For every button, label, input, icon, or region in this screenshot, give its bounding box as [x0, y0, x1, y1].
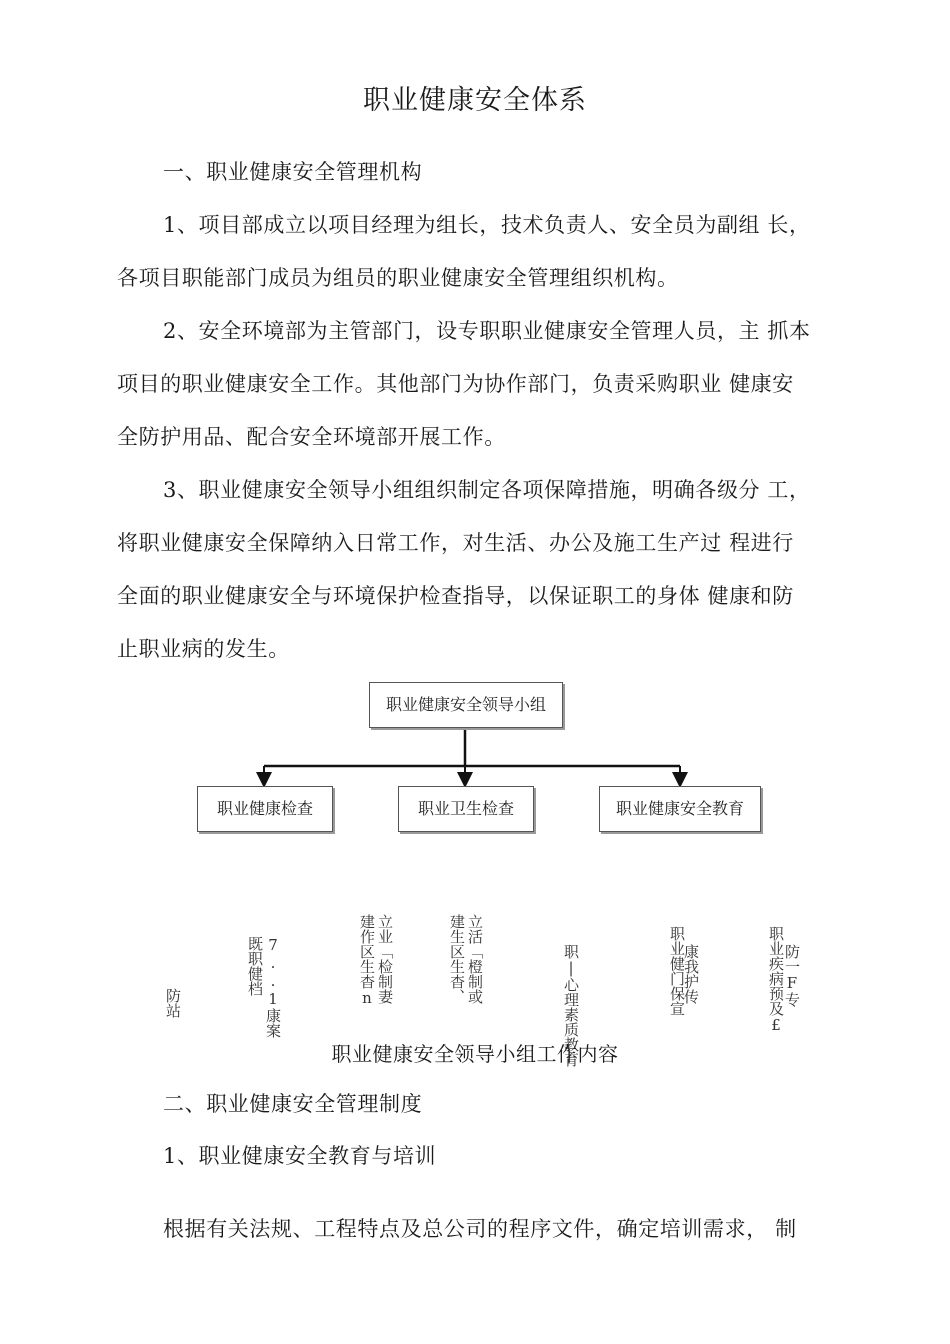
paragraph-2-line-2: 项目的职业健康安全工作。其他部门为协作部门，负责采购职业 健康安 — [117, 372, 794, 396]
paragraph-2-line-1: 2、安全环境部为主管部门，设专职职业健康安全管理人员，主 抓本 — [163, 319, 811, 343]
vertical-text-3a: 建作区生杳n — [358, 914, 376, 1007]
org-box-leader-group: 职业健康安全领导小组 — [369, 682, 563, 728]
vertical-text-2b: 7..1康案 — [264, 936, 282, 1038]
section-heading-1: 一、职业健康安全管理机构 — [163, 160, 423, 184]
org-box-health-check: 职业健康检查 — [197, 786, 333, 832]
paragraph-2-line-3: 全防护用品、配合安全环境部开展工作。 — [117, 425, 506, 449]
vertical-text-5: 职|心理素质教育 — [562, 944, 580, 1067]
vertical-text-1: 防站 — [164, 988, 182, 1018]
vertical-text-6a: 职业健门保宣 — [668, 926, 686, 1016]
document-title: 职业健康安全体系 — [363, 85, 587, 116]
paragraph-1-line-1: 1、项目部成立以项目经理为组长，技术负责人、安全员为副组 长， — [163, 213, 811, 237]
vertical-text-6b: 康我护传 — [682, 944, 700, 1004]
subsection-heading-1: 1、职业健康安全教育与培训 — [163, 1144, 437, 1168]
vertical-text-7a: 职业疾病预及£ — [767, 926, 785, 1034]
vertical-text-7b: 防一F专 — [783, 944, 801, 1007]
paragraph-3-line-2: 将职业健康安全保障纳入日常工作，对生活、办公及施工生产过 程进行 — [117, 531, 794, 555]
paragraph-3-line-1: 3、职业健康安全领导小组组织制定各项保障措施，明确各级分 工， — [163, 478, 811, 502]
paragraph-3-line-4: 止职业病的发生。 — [117, 637, 290, 661]
paragraph-1-line-2: 各项目职能部门成员为组员的职业健康安全管理组织机构。 — [117, 266, 679, 290]
paragraph-3-line-3: 全面的职业健康安全与环境保护检查指导，以保证职工的身体 健康和防 — [117, 584, 794, 608]
vertical-text-2a: 既职健档 — [246, 936, 264, 996]
section-heading-2: 二、职业健康安全管理制度 — [163, 1092, 423, 1116]
chart-caption: 职业健康安全领导小组工作内容 — [331, 1042, 619, 1066]
vertical-text-4b: 立活「橙制或 — [466, 914, 484, 1004]
org-box-safety-education: 职业健康安全教育 — [599, 786, 761, 832]
paragraph-4-line-1: 根据有关法规、工程特点及总公司的程序文件，确定培训需求， 制 — [163, 1217, 797, 1241]
org-box-hygiene-check: 职业卫生检查 — [398, 786, 534, 832]
vertical-text-4a: 建生区生杳、 — [448, 914, 466, 1004]
vertical-text-3b: 立业「检制妻 — [376, 914, 394, 1004]
